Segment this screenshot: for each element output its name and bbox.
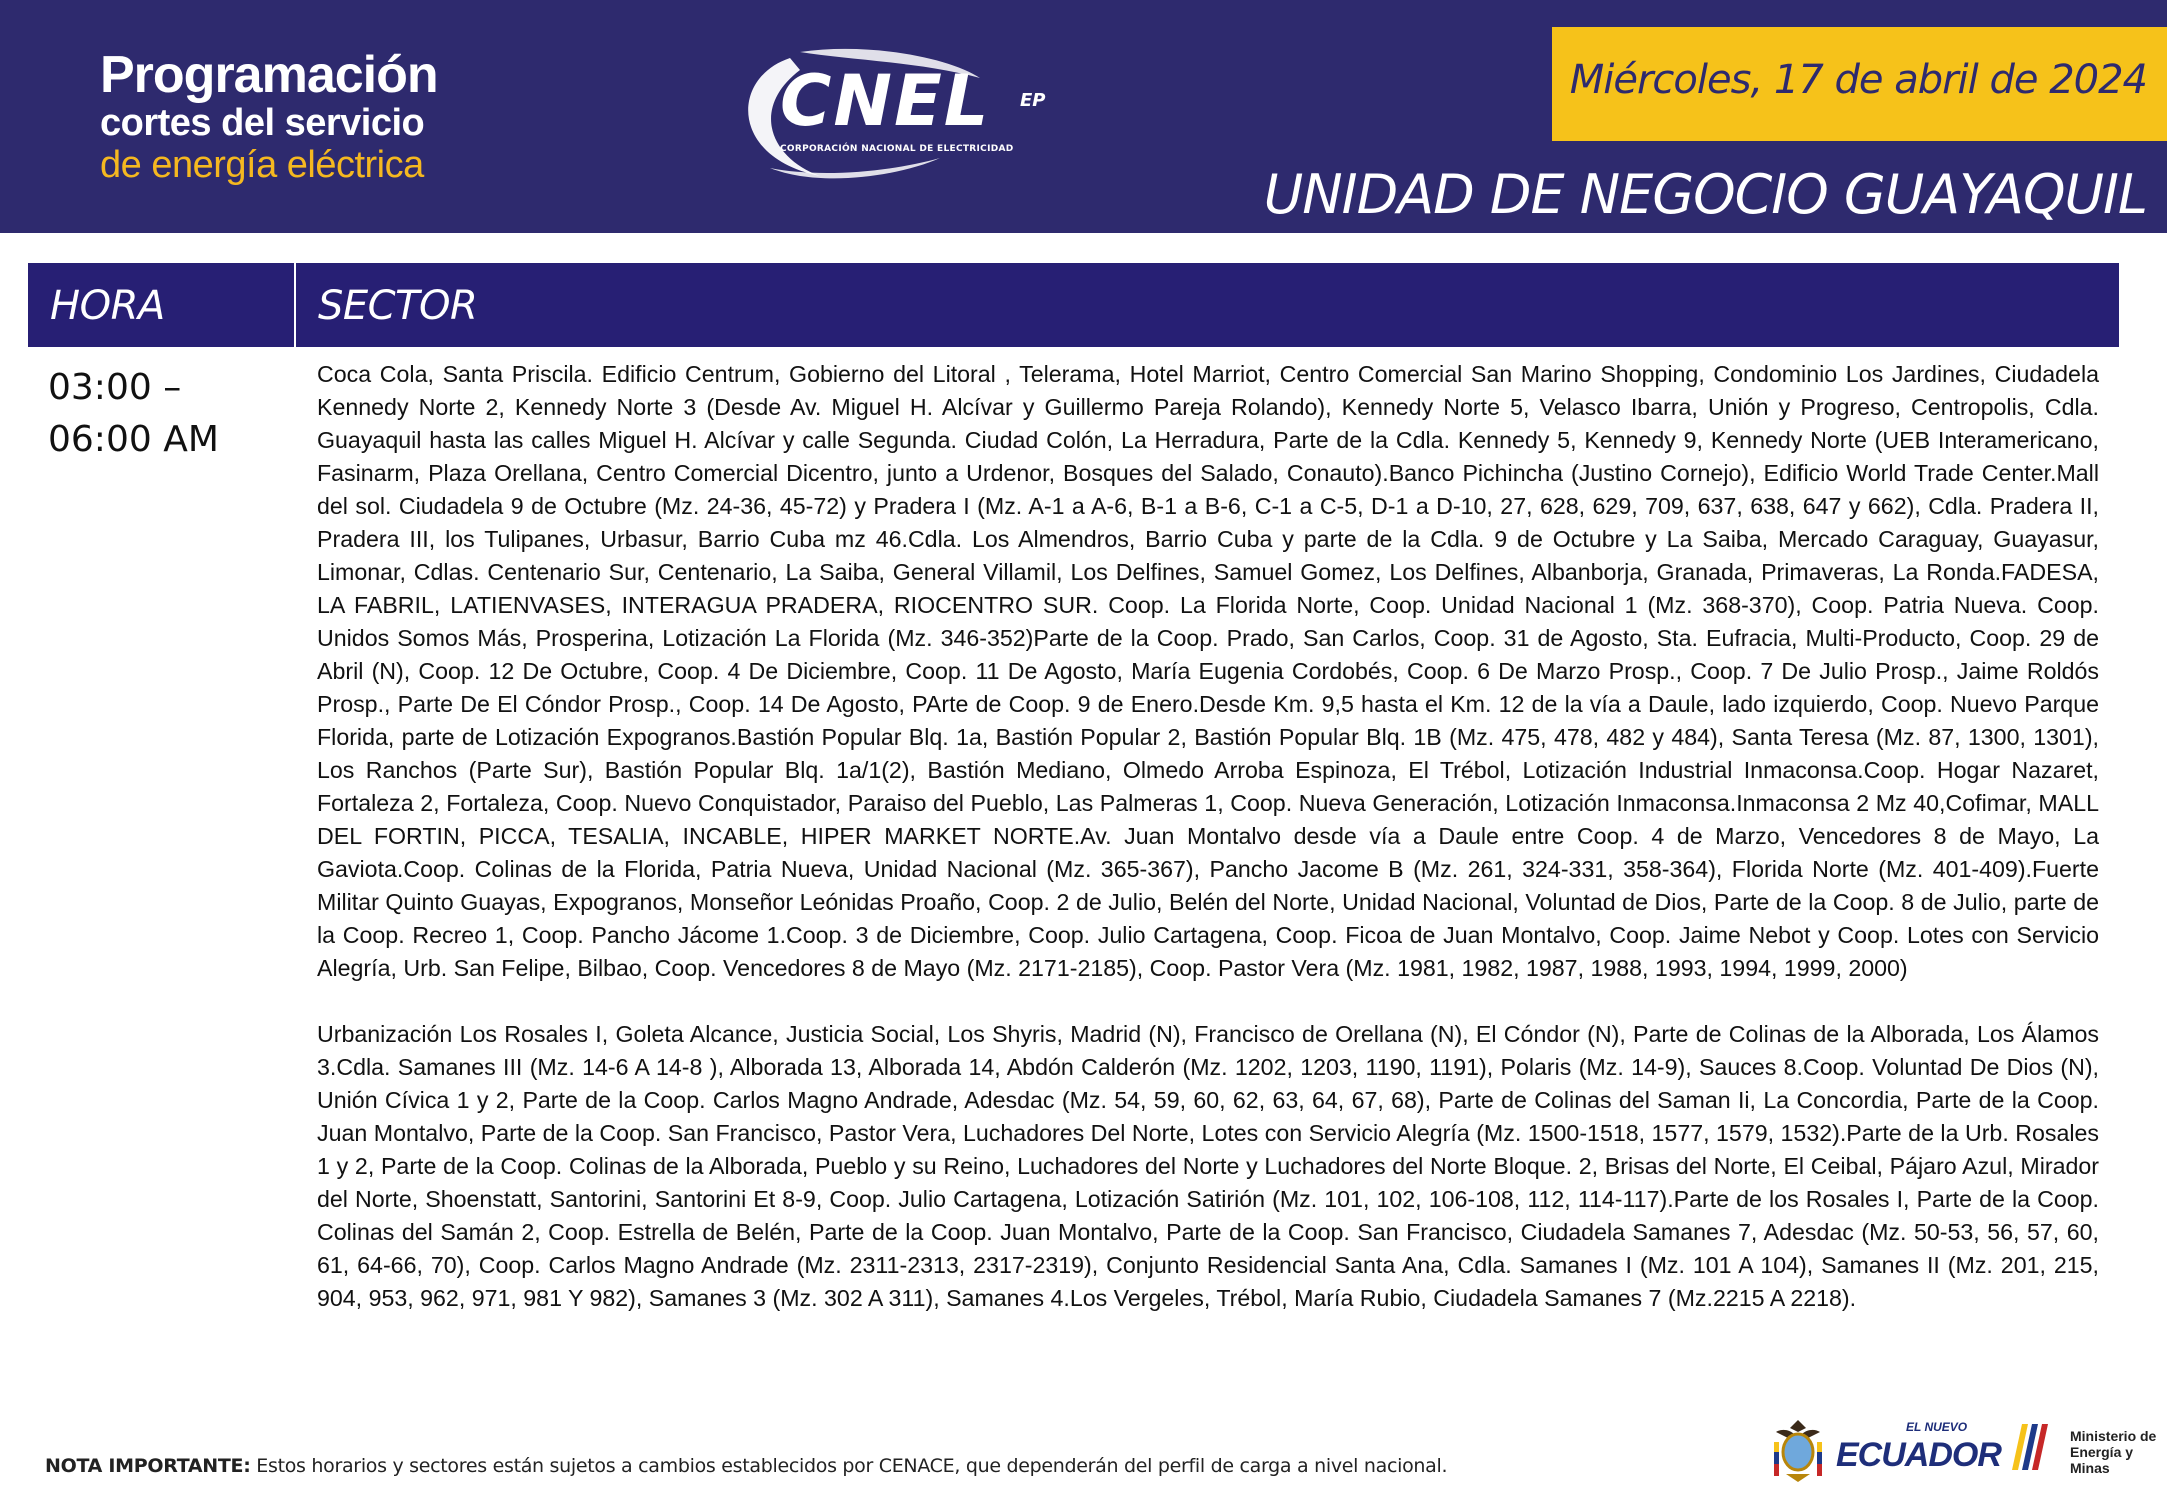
hora-end: 06:00 AM <box>48 419 219 460</box>
column-header-hora-label: HORA <box>50 283 165 329</box>
logo-suffix: EP <box>1020 90 1046 111</box>
page-title <box>100 48 438 186</box>
date-label: Miércoles, 17 de abril de 2024 <box>1569 57 2147 103</box>
ecuador-logo-tagline: EL NUEVO <box>1906 1420 1968 1434</box>
logo-wordmark: CNEL <box>780 60 991 142</box>
ministerio-line-2: Energía y Minas <box>2070 1444 2134 1476</box>
title-line-1: Programación <box>100 46 438 104</box>
title-line-2: cortes del servicio <box>100 102 425 144</box>
ministerio-label <box>2070 1428 2167 1476</box>
sector-paragraph-1: Coca Cola, Santa Priscila. Edificio Centrum, Gobierno del Litoral , Telerama, Hotel Marriot, Centro Comercial San Marino Shopping, Condominio Los Jardines, Ciudadela Kennedy Norte 2, Kennedy Norte 3 (Desde Av. Miguel H. Alcívar y Guillermo Pareja Rolando), Kennedy Norte 5, Velasco Ibarra, Unión y Progreso, Centropolis, Cdla. Guayaquil hasta las calles Miguel H. Alcívar y calle Segunda. Ciudad Colón, La Herradura, Parte de la Cdla. Kennedy 5, Kennedy 9, Kennedy Norte (UEB Interamericano, Fasinarm, Plaza Orellana, Centro Comercial Dicentro, junto a Urdenor, Bosques del Salado, Conauto).Banco Pichincha (Justino Cornejo), Edificio World Trade Center.Mall del sol. Ciudadela 9 de Octubre (Mz. 24-36, 45-72) y Pradera I (Mz. A-1 a A-6, B-1 a B-6, C-1 a C-5, D-1 a D-10, 27, 628, 629, 709, 637, 638, 647 y 662), Cdla. Pradera II, Pradera III, los Tulipanes, Urbasur, Barrio Cuba mz 46.Cdla. Los Almendros, Barrio Cuba y parte de la Cdla. 9 de Octubre y La Saiba, Mercado Caraguay, Guayasur, Limonar, Cdlas. Centenario Sur, Centenario, La Saiba, General Villamil, Los Delfines, Samuel Gomez, Los Delfines, Albanborja, Granada, Primaveras, La Ronda.FADESA, LA FABRIL, LATIENVASES, INTERAGUA PRADERA, RIOCENTRO SUR. Coop. La Florida Norte, Coop. Unidad Nacional 1 (Mz. 368-370), Coop. Patria Nueva. Coop. Unidos Somos Más, Prosperina, Lotización La Florida (Mz. 346-352)Parte de la Coop. Prado, San Carlos, Coop. 31 de Agosto, Sta. Eufracia, Multi-Producto, Coop. 29 de Abril (N), Coop. 12 De Octubre, Coop. 4 De Diciembre, Coop. 11 De Agosto, María Eugenia Cordobés, Coop. 6 De Marzo Prosp., Coop. 7 De Julio Prosp., Jaime Roldós Prosp., Parte De El Cóndor Prosp., Coop. 14 De Agosto, PArte de Coop. 9 de Enero.Desde Km. 9,5 hasta el Km. 12 de la vía a Daule, lado izquierdo, Coop. Nuevo Parque Florida, parte de Lotización Expogranos.Bastión Popular Blq. 1a, Bastión Popular 2, Bastión Popular Blq. 1B (Mz. 475, 478, 482 y 484), Santa Teresa (Mz. 87, 1300, 1301), Los Ranchos (Parte Sur), Bastión Popular Blq. 1a/1(2), Bastión Mediano, Olmedo Arroba Espinoza, El Trébol, Lotización Industrial Inmaconsa.Coop. Hogar Nazaret, Fortaleza 2, Fortaleza, Coop. Nuevo Conquistador, Paraiso del Pueblo, Las Palmeras 1, Coop. Nueva Generación, Lotización Inmaconsa.Inmaconsa 2 Mz 40,Cofimar, MALL DEL FORTIN, PICCA, TESALIA, INCABLE, HIPER MARKET NORTE.Av. Juan Montalvo desde vía a Daule entre Coop. 4 de Marzo, Vencedores 8 de Mayo, La Gaviota.Coop. Colinas de la Florida, Patria Nueva, Unidad Nacional (Mz. 365-367), Pancho Jacome B (Mz. 261, 324-331, 358-364), Florida Norte (Mz. 401-409).Fuerte Militar Quinto Guayas, Expogranos, Monseñor Leónidas Proaño, Coop. 2 de Julio, Belén del Norte, Unidad Nacional, Voluntad de Dios, Parte de la Coop. 8 de Julio, parte de la Coop. Recreo 1, Coop. Pancho Jácome 1.Coop. 3 de Diciembre, Coop. Julio Cartagena, Coop. Ficoa de Juan Montalvo, Coop. Jaime Nebot y Coop. Lotes con Servicio Alegría, Urb. San Felipe, Bilbao, Coop. Vencedores 8 de Mayo (Mz. 2171-2185), Coop. Pastor Vera (Mz. 1981, 1982, 1987, 1988, 1993, 1994, 1999, 2000) <box>317 361 2099 981</box>
column-header-hora <box>28 263 294 347</box>
date-box <box>1552 27 2167 141</box>
column-header-sector <box>296 263 2119 347</box>
footer-note-text: Estos horarios y sectores están sujetos a cambios establecidos por CENACE, que dependerán del perfil de carga a nivel nacional. <box>250 1455 1448 1477</box>
hora-start: 03:00 – <box>48 367 182 408</box>
footer-note-label: NOTA IMPORTANTE: <box>45 1455 251 1477</box>
table-row-sector <box>317 358 2099 1315</box>
flag-stripes-icon <box>2012 1424 2052 1470</box>
title-line-3: de energía eléctrica <box>100 144 424 186</box>
sector-paragraph-2: Urbanización Los Rosales I, Goleta Alcance, Justicia Social, Los Shyris, Madrid (N), Francisco de Orellana (N), El Cóndor (N), Parte de Colinas de la Alborada, Los Álamos 3.Cdla. Samanes III (Mz. 14-6 A 14-8 ), Alborada 13, Alborada 14, Abdón Calderón (Mz. 1202, 1203, 1190, 1191), Polaris (Mz. 14-9), Sauces 8.Coop. Voluntad De Dios (N), Unión Cívica 1 y 2, Parte de la Coop. Carlos Magno Andrade, Adesdac (Mz. 54, 59, 60, 62, 63, 64, 67, 68), Parte de Colinas del Saman Ii, La Concordia, Parte de la Coop. Juan Montalvo, Parte de la Coop. San Francisco, Pastor Vera, Luchadores Del Norte, Lotes con Servicio Alegría (Mz. 1500-1518, 1577, 1579, 1532).Parte de la Urb. Rosales 1 y 2, Parte de la Coop. Colinas de la Alborada, Pueblo y su Reino, Luchadores del Norte y Luchadores del Norte Bloque. 2, Brisas del Norte, El Ceibal, Pájaro Azul, Mirador del Norte, Shoenstatt, Santorini, Santorini Et 8-9, Coop. Julio Cartagena, Lotización Satirión (Mz. 101, 102, 106-108, 112, 114-117).Parte de los Rosales I, Parte de la Coop. Colinas del Samán 2, Coop. Estrella de Belén, Parte de la Coop. Juan Montalvo, Parte de la Coop. San Francisco, Ciudadela Samanes 7, Adesdac (Mz. 50-53, 56, 57, 60, 61, 64-66, 70), Coop. Carlos Magno Andrade (Mz. 2311-2313, 2317-2319), Conjunto Residencial Santa Ana, Cdla. Samanes I (Mz. 101 A 104), Samanes II (Mz. 201, 215, 904, 953, 962, 971, 981 Y 982), Samanes 3 (Mz. 302 A 311), Samanes 4.Los Vergeles, Trébol, María Rubio, Ciudadela Samanes 7 (Mz.2215 A 2218). <box>317 1021 2099 1311</box>
ecuador-coat-of-arms-icon <box>1768 1418 1828 1484</box>
column-header-sector-label: SECTOR <box>318 283 478 329</box>
ministerio-line-1: Ministerio de <box>2070 1428 2157 1444</box>
ecuador-logo-wordmark: ECUADOR <box>1836 1436 2001 1474</box>
logo-subtitle: CORPORACIÓN NACIONAL DE ELECTRICIDAD <box>780 144 1014 154</box>
footer-note <box>45 1455 1447 1477</box>
cnel-logo <box>730 48 1060 188</box>
business-unit-label: UNIDAD DE NEGOCIO GUAYAQUIL <box>1263 163 2147 226</box>
header-band <box>0 0 2167 233</box>
el-nuevo-ecuador-logo <box>1836 1420 2006 1482</box>
table-row-hora <box>48 362 278 466</box>
